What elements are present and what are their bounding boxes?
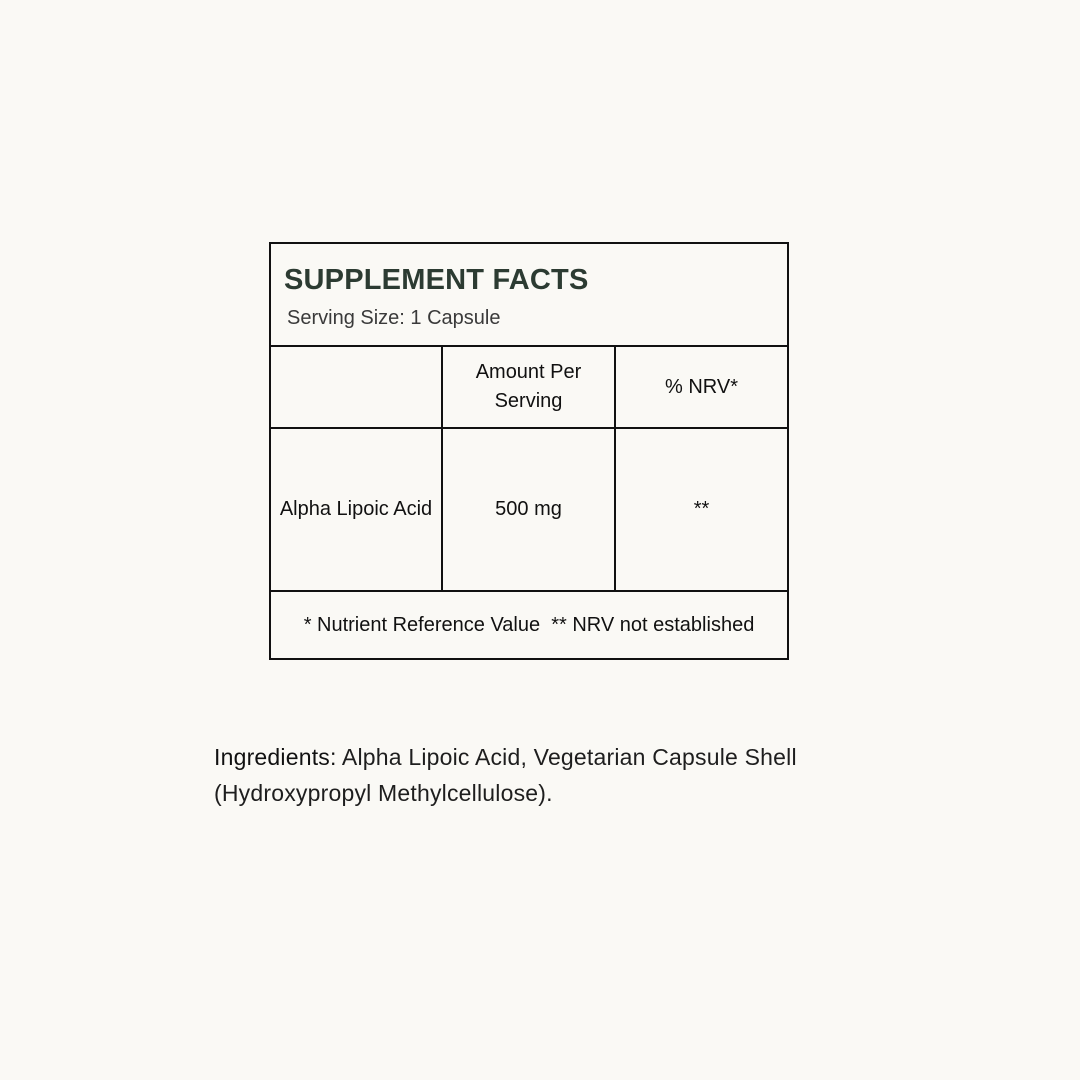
column-header-nrv: % NRV* [665,375,738,398]
ingredients-paragraph [214,739,854,811]
facts-footnote: * Nutrient Reference Value ** NRV not established [303,613,755,636]
column-header-amount: Amount Per Serving [443,347,616,427]
ingredients-text: Alpha Lipoic Acid, Vegetarian Capsule Shell (Hydroxypropyl Methylcellulose). [214,744,797,806]
column-header-nutrient [271,347,443,427]
serving-size: Serving Size: 1 Capsule [287,307,501,329]
nutrient-nrv: ** [693,498,710,520]
facts-header [271,244,787,347]
supplement-facts-panel [269,242,789,660]
nutrient-amount: 500 mg [443,429,616,590]
nutrient-name: Alpha Lipoic Acid [271,429,443,590]
table-row [271,429,787,592]
facts-column-header-row [271,347,787,429]
ingredients-label: Ingredients: [214,744,337,770]
facts-title: SUPPLEMENT FACTS [284,264,589,296]
